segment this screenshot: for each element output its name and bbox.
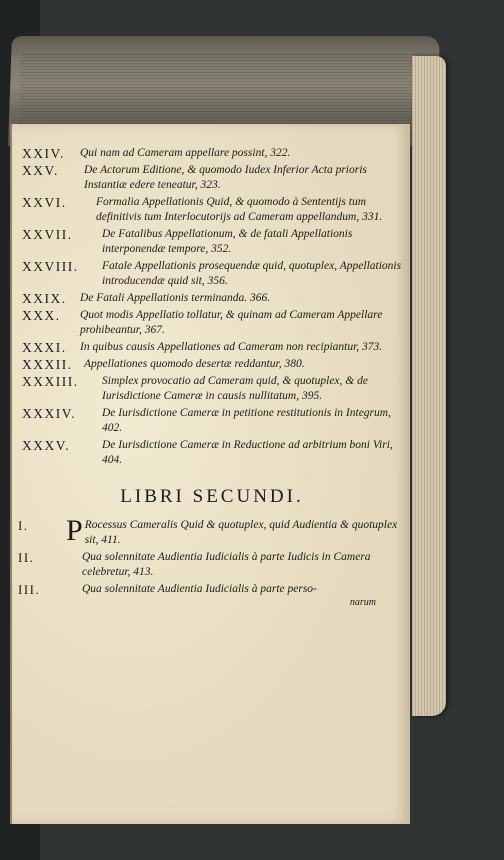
toc-entry [22, 374, 402, 404]
chapter-number: II. [18, 550, 35, 565]
toc-entry [22, 291, 402, 306]
toc-entry [18, 550, 402, 580]
chapter-number: XXVIII. [22, 259, 79, 274]
chapter-number: XXX. [22, 308, 61, 323]
toc-entry [22, 259, 402, 289]
chapter-title: De Actorum Editione, & quomodo Iudex Inferior Acta prioris Instantiæ edere teneatur, 323. [84, 164, 367, 191]
page-edges [412, 56, 446, 716]
toc-entry [18, 582, 402, 597]
chapter-title: De Fatalibus Appellationum, & de fatali Appellationis interponendæ tempore, 352. [102, 228, 353, 255]
chapter-number: XXXIV. [22, 406, 77, 421]
chapter-title: De Fatali Appellationis terminanda. 366. [80, 292, 271, 304]
chapter-title: Qua solennitate Audientia Iudicialis à parte perso- [82, 583, 317, 595]
drop-cap: P [66, 514, 83, 547]
chapter-title: Qua solennitate Audientia Iudicialis à parte Iudicis in Camera celebretur, 413. [82, 551, 371, 578]
table-of-contents [18, 146, 402, 608]
chapter-number: XXVII. [22, 227, 73, 242]
chapter-title: In quibus causis Appellationes ad Cameram non recipiantur, 373. [80, 341, 383, 353]
toc-entry [22, 308, 402, 338]
catchword: narum [349, 597, 376, 608]
book [10, 36, 440, 806]
chapter-title: De Iurisdictione Cameræ in petitione restitutionis in Integrum, 402. [102, 407, 391, 434]
chapter-number: XXIV. [22, 146, 65, 161]
toc-entry [22, 227, 402, 257]
chapter-number: III. [18, 582, 41, 597]
chapter-title: Qui nam ad Cameram appellare possint, 322. [80, 147, 291, 159]
chapter-number: XXXII. [22, 357, 73, 372]
toc-entry [22, 195, 402, 225]
chapter-title: Formalia Appellationis Quid, & quomodo à Sententijs tum definitivis tum Interlocutorijs ad Cameram appellandum, 331. [96, 196, 383, 223]
toc-entry [18, 514, 402, 548]
chapter-title [22, 514, 402, 548]
toc-entry [22, 146, 402, 161]
chapter-number: XXV. [22, 163, 59, 178]
chapter-number: XXXI. [22, 340, 67, 355]
chapter-number: XXXV. [22, 438, 71, 453]
chapter-title-text: Rocessus Cameralis Quid & quotuplex, quid Audientia & quotuplex sit, 411. [84, 519, 398, 546]
toc-entry [22, 406, 402, 436]
chapter-title: De Iurisdictione Cameræ in Reductione ad arbitrium boni Viri, 404. [102, 439, 393, 466]
toc-entry [22, 340, 402, 355]
chapter-title: Quot modis Appellatio tollatur, & quinam ad Cameram Appellare prohibeantur, 367. [80, 309, 383, 336]
chapter-number: XXVI. [22, 195, 67, 210]
toc-entry [22, 357, 402, 372]
chapter-title: Simplex provocatio ad Cameram quid, & quotuplex, & de Iurisdictione Cameræ in causis nullitatum, 395. [102, 375, 368, 402]
book-page [10, 124, 410, 824]
chapter-number: XXIX. [22, 291, 67, 306]
chapter-title: Appellationes quomodo desertæ reddantur, 380. [84, 358, 305, 370]
chapter-number: I. [18, 518, 29, 533]
chapter-number: XXXIII. [22, 374, 79, 389]
toc-entry [22, 163, 402, 193]
toc-entry [22, 438, 402, 468]
section-heading: LIBRI SECUNDI. [120, 486, 304, 507]
chapter-title: Fatale Appellationis prosequendæ quid, quotuplex, Appellationis introducendæ quid sit, 356. [102, 260, 402, 287]
